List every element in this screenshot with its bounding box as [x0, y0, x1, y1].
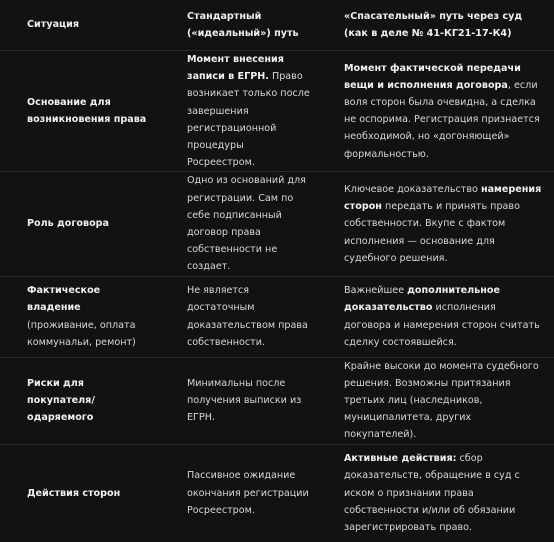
row-rescue-text: сбор доказательств, обращение в суд с иском о признании права собственности и/или об обязании зарегистрировать право. [344, 453, 520, 533]
row-standard: Пассивное ожидание окончания регистрации Росреестром. [187, 470, 309, 516]
row-standard: Одно из оснований для регистрации. Сам по себе подписанный договор права собственности не создает. [160, 172, 319, 276]
row-standard-text: Право возникает только после завершения регистрационной процедуры Росреестром. [187, 71, 310, 169]
row-rescue [319, 172, 554, 276]
row-rescue-bold: Активные действия: [344, 453, 457, 465]
row-rescue-text: передать и принять право собственности. Вкупе с фактом исполнения — основание для судебного решения. [344, 201, 520, 264]
row-situation-sub: (проживание, оплата коммунальи, ремонт) [27, 319, 136, 348]
row-standard: Не является достаточным доказательством права собственности. [160, 276, 319, 357]
header-standard: Стандартный («идеальный») путь [160, 0, 319, 51]
row-situation-main: Фактическое владение [27, 285, 101, 314]
row-rescue-pre: Важнейшее [344, 285, 408, 297]
row-situation: Риски для покупателя/одаряемого [0, 357, 160, 444]
row-situation: Основание для возникновения права [0, 51, 160, 172]
row-rescue-text: исполнения договора и намерения сторон считать сделку состоявшейся. [344, 302, 540, 348]
row-situation [0, 276, 160, 357]
row-situation: Действия сторон [27, 487, 121, 499]
table-header-row [0, 0, 554, 51]
row-rescue-bold: намерения сторон [344, 184, 542, 213]
row-standard [160, 51, 319, 172]
table-row [0, 276, 554, 357]
header-situation: Ситуация [0, 0, 160, 51]
row-rescue [319, 276, 554, 357]
row-standard-bold: Момент внесения записи в ЕГРН. [187, 54, 284, 83]
row-situation: Роль договора [0, 172, 160, 276]
row-rescue: Крайне высоки до момента судебного решения. Возможны притязания третьих лиц (наследников, муниципалитета, других покупателей). [319, 357, 554, 444]
row-standard: Минимальны после получения выписки из ЕГРН. [160, 357, 319, 444]
table-row [0, 444, 554, 542]
table-row [0, 51, 554, 172]
table-row [0, 357, 554, 444]
row-rescue-bold: дополнительное доказательство [344, 285, 500, 314]
header-rescue: «Спасательный» путь через суд (как в деле № 41-КГ21-17-К4) [319, 0, 554, 51]
row-rescue-bold: Момент фактической передачи вещи и исполнения договора [344, 62, 521, 91]
table-row [0, 172, 554, 276]
row-rescue [319, 51, 554, 172]
row-rescue-pre: Ключевое доказательство [344, 184, 481, 196]
row-rescue-text: , если воля сторон была очевидна, а сделка не оспорима. Регистрация признается необходимой, но «догоняющей» формальностью. [344, 79, 540, 160]
row-rescue [319, 444, 554, 542]
